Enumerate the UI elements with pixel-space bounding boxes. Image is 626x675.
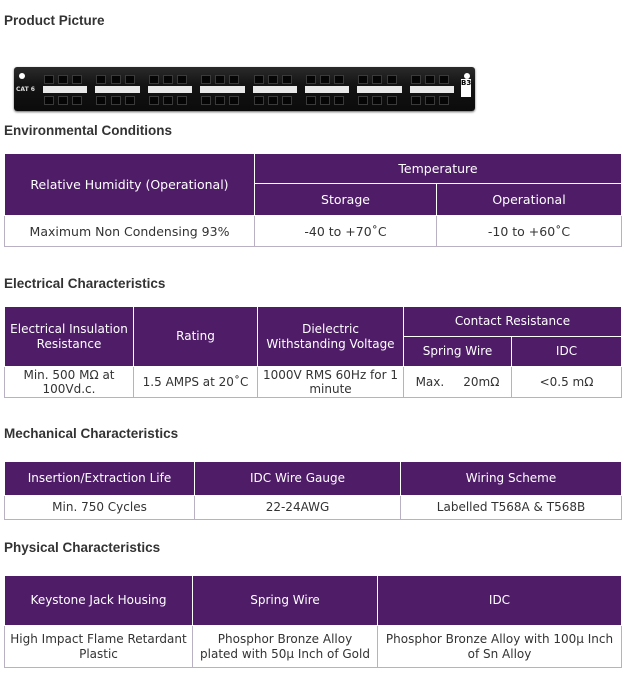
product-picture-title: Product Picture: [4, 13, 105, 28]
spring-wire-header: Spring Wire: [404, 337, 512, 367]
rj45-port: [96, 75, 106, 84]
rj45-port: [229, 75, 239, 84]
rj45-port: [215, 96, 225, 105]
rj45-port: [111, 75, 121, 84]
idc-value: Phosphor Bronze Alloy with 100μ Inch of Sn Alloy: [378, 626, 622, 668]
label-strip: [148, 86, 192, 93]
insulation-value: Min. 500 MΩ at 100Vd.c.: [5, 367, 134, 398]
spring-wire-value: Phosphor Bronze Alloy plated with 50μ Inch of Gold: [193, 626, 378, 668]
label-strip: [253, 86, 297, 93]
environmental-title: Environmental Conditions: [4, 123, 173, 138]
wiring-scheme-header: Wiring Scheme: [401, 462, 622, 496]
housing-header: Keystone Jack Housing: [5, 576, 193, 626]
rj45-port: [163, 96, 173, 105]
wire-gauge-value: 22-24AWG: [195, 496, 401, 520]
rj45-port: [201, 96, 211, 105]
operational-header: Operational: [437, 184, 622, 216]
humidity-header: Relative Humidity (Operational): [5, 154, 255, 216]
label-strip: [410, 86, 454, 93]
operational-value: -10 to +60˚C: [437, 216, 622, 247]
physical-table: [4, 575, 622, 668]
rj45-port: [163, 75, 173, 84]
rj45-port: [306, 75, 316, 84]
storage-header: Storage: [255, 184, 437, 216]
label-strip: [357, 86, 401, 93]
rj45-port: [125, 96, 135, 105]
rj45-port: [411, 75, 421, 84]
cat6-label: CAT 6: [16, 86, 35, 93]
spring-wire-value: Max. 20mΩ: [404, 367, 512, 398]
mechanical-table: [4, 461, 622, 520]
rj45-port: [177, 75, 187, 84]
rj45-port: [149, 75, 159, 84]
wire-gauge-header: IDC Wire Gauge: [195, 462, 401, 496]
rj45-port: [372, 96, 382, 105]
rj45-port: [358, 96, 368, 105]
rj45-port: [58, 96, 68, 105]
wiring-scheme-value: Labelled T568A & T568B: [401, 496, 622, 520]
rj45-port: [58, 75, 68, 84]
rating-value: 1.5 AMPS at 20˚C: [134, 367, 258, 398]
label-strip: [43, 86, 87, 93]
rj45-port: [201, 75, 211, 84]
storage-value: -40 to +70˚C: [255, 216, 437, 247]
idc-value: <0.5 mΩ: [512, 367, 622, 398]
rating-header: Rating: [134, 307, 258, 367]
insertion-life-header: Insertion/Extraction Life: [5, 462, 195, 496]
rj45-port: [268, 75, 278, 84]
rj45-port: [149, 96, 159, 105]
rj45-port: [306, 96, 316, 105]
rj45-port: [320, 75, 330, 84]
brand-logo: B3: [461, 79, 471, 97]
label-strip: [200, 86, 244, 93]
rj45-port: [177, 96, 187, 105]
rj45-port: [254, 75, 264, 84]
humidity-value: Maximum Non Condensing 93%: [5, 216, 255, 247]
insulation-header: Electrical Insulation Resistance: [5, 307, 134, 367]
rj45-port: [96, 96, 106, 105]
rj45-port: [44, 75, 54, 84]
rj45-port: [215, 75, 225, 84]
rj45-port: [111, 96, 121, 105]
contact-resistance-header: Contact Resistance: [404, 307, 622, 337]
rj45-port: [282, 96, 292, 105]
rj45-port: [229, 96, 239, 105]
dielectric-value: 1000V RMS 60Hz for 1 minute: [258, 367, 404, 398]
rj45-port: [282, 75, 292, 84]
rj45-port: [72, 96, 82, 105]
rj45-port: [320, 96, 330, 105]
rj45-port: [387, 75, 397, 84]
rj45-port: [268, 96, 278, 105]
insertion-life-value: Min. 750 Cycles: [5, 496, 195, 520]
patch-panel-image: [14, 67, 475, 111]
idc-header: IDC: [378, 576, 622, 626]
rj45-port: [44, 96, 54, 105]
electrical-table: [4, 306, 622, 398]
rj45-port: [372, 75, 382, 84]
rj45-port: [387, 96, 397, 105]
rj45-port: [334, 96, 344, 105]
rj45-port: [125, 75, 135, 84]
spring-wire-header: Spring Wire: [193, 576, 378, 626]
label-strip: [95, 86, 139, 93]
rj45-port: [334, 75, 344, 84]
housing-value: High Impact Flame Retardant Plastic: [5, 626, 193, 668]
rj45-port: [254, 96, 264, 105]
rj45-port: [439, 75, 449, 84]
physical-title: Physical Characteristics: [4, 540, 161, 555]
rj45-port: [72, 75, 82, 84]
rj45-port: [425, 96, 435, 105]
label-strip: [305, 86, 349, 93]
environmental-table: [4, 153, 622, 247]
rj45-port: [411, 96, 421, 105]
temperature-header: Temperature: [255, 154, 622, 184]
rj45-port: [358, 75, 368, 84]
mechanical-title: Mechanical Characteristics: [4, 426, 179, 441]
rj45-port: [425, 75, 435, 84]
electrical-title: Electrical Characteristics: [4, 276, 166, 291]
rj45-port: [439, 96, 449, 105]
mount-hole-left: [19, 73, 25, 79]
dielectric-header: Dielectric Withstanding Voltage: [258, 307, 404, 367]
idc-header: IDC: [512, 337, 622, 367]
